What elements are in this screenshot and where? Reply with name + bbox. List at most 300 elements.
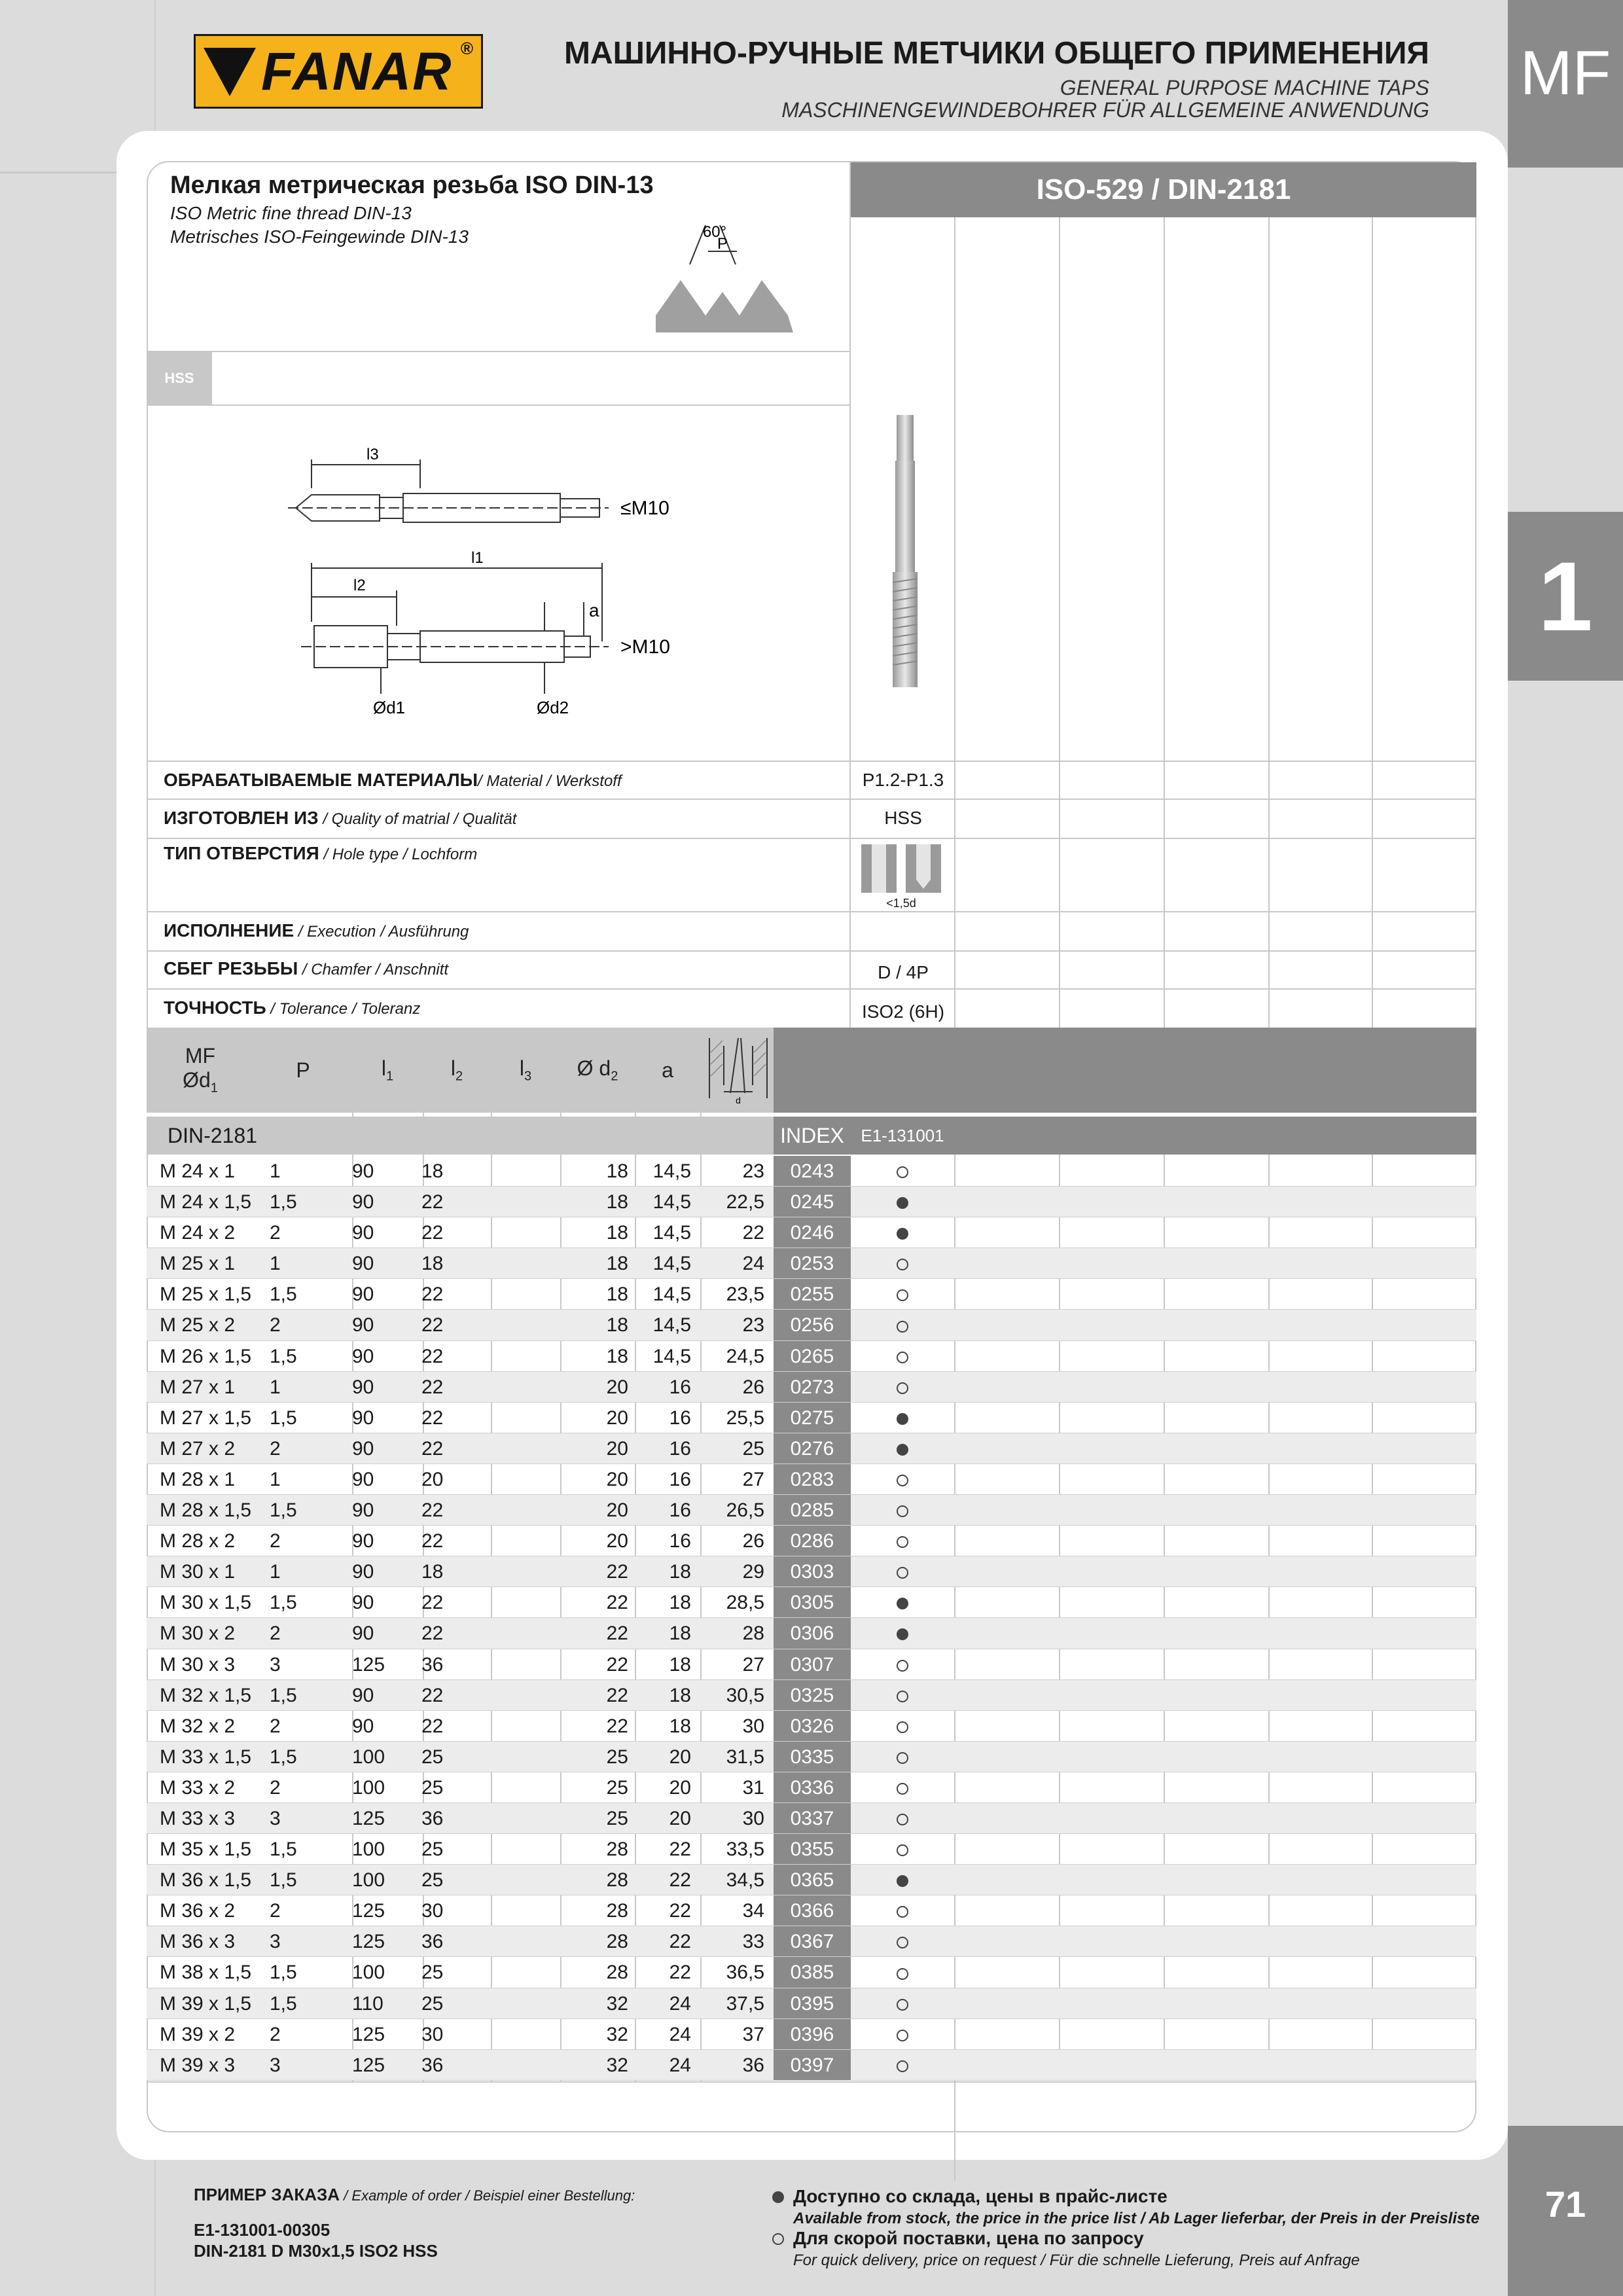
pitch-label: P xyxy=(717,235,728,253)
col-header-l2: $l_2$ xyxy=(450,1056,463,1084)
d2-cell: 22 xyxy=(606,1592,628,1614)
pitch-cell: 3 xyxy=(270,1931,281,1953)
on-request-dot-icon xyxy=(897,1259,908,1270)
on-request-dot-icon xyxy=(897,1660,908,1672)
logo-text: FANAR xyxy=(261,42,453,101)
index-cell: 0275 xyxy=(774,1403,851,1433)
d2-cell: 22 xyxy=(606,1653,628,1676)
l1-cell: 100 xyxy=(352,1839,385,1861)
in-stock-dot-icon xyxy=(897,1197,908,1209)
order-example-label: ПРИМЕР ЗАКАЗА / Example of order / Beispiel einer Bestellung: xyxy=(194,2185,635,2204)
on-request-dot-icon xyxy=(897,1752,908,1764)
in-stock-dot-icon xyxy=(897,1875,908,1887)
thread-size-cell: M 32 x 1,5 xyxy=(160,1684,252,1706)
a-cell: 20 xyxy=(669,1746,691,1768)
availability-cell xyxy=(851,1957,954,1988)
l1-cell: 90 xyxy=(352,1437,374,1460)
empty-header xyxy=(954,1117,1476,1155)
table-row xyxy=(147,1649,1476,1680)
a-cell: 16 xyxy=(669,1530,691,1552)
thread-title-de: Metrisches ISO-Feingewinde DIN-13 xyxy=(170,226,469,247)
availability-cell xyxy=(851,1372,954,1403)
in-stock-dot-icon xyxy=(897,1598,908,1609)
l1-cell: 90 xyxy=(352,1191,374,1213)
index-header: INDEX xyxy=(774,1117,851,1155)
a-cell: 16 xyxy=(669,1407,691,1429)
d2-cell: 22 xyxy=(606,1684,628,1706)
property-value-material: P1.2-P1.3 xyxy=(862,770,944,790)
thread-size-cell: M 30 x 3 xyxy=(160,1653,236,1676)
exit-cell: 27 xyxy=(742,1653,764,1676)
upto-m10-label: ≤M10 xyxy=(620,497,669,519)
exit-cell: 23 xyxy=(742,1314,764,1336)
availability-cell xyxy=(851,1865,954,1895)
index-cell: 0306 xyxy=(774,1618,851,1649)
availability-cell xyxy=(851,1217,954,1248)
l2-cell: 20 xyxy=(421,1468,444,1490)
thread-size-cell: M 36 x 2 xyxy=(160,1900,236,1922)
d2-cell: 20 xyxy=(606,1499,628,1522)
on-request-dot-icon xyxy=(897,2030,908,2041)
d2-cell: 28 xyxy=(606,1962,628,1984)
hole-type-icon xyxy=(859,843,944,894)
on-request-dot-icon xyxy=(897,1321,908,1333)
exit-cell: 25,5 xyxy=(726,1407,764,1429)
index-cell: 0265 xyxy=(774,1341,851,1372)
exit-cell: 36,5 xyxy=(726,1962,764,1984)
l2-cell: 22 xyxy=(421,1222,444,1244)
pitch-cell: 1,5 xyxy=(270,1191,297,1213)
legend-on-request: Для скорой поставки, цена по запросу xyxy=(793,2228,1144,2248)
on-request-dot-icon xyxy=(897,1567,908,1579)
a-cell: 16 xyxy=(669,1468,691,1490)
on-request-dot-icon xyxy=(897,1382,908,1394)
l1-cell: 125 xyxy=(352,1900,385,1922)
in-stock-dot-icon xyxy=(897,1444,908,1456)
table-row xyxy=(147,1156,1476,1187)
on-request-dot-icon xyxy=(897,1166,908,1178)
group-label: DIN-2181 xyxy=(147,1117,849,1155)
on-request-dot-icon xyxy=(897,1814,908,1825)
on-request-dot-icon xyxy=(897,1505,908,1517)
thread-size-cell: M 39 x 2 xyxy=(160,2023,236,2045)
exit-cell: 34 xyxy=(742,1900,764,1922)
a-cell: 22 xyxy=(669,1839,691,1861)
a-cell: 14,5 xyxy=(652,1253,691,1275)
d2-cell: 25 xyxy=(606,1807,628,1829)
a-cell: 18 xyxy=(669,1684,691,1706)
d2-cell: 28 xyxy=(606,1869,628,1892)
l2-label: l2 xyxy=(353,577,366,594)
index-cell: 0335 xyxy=(774,1742,851,1772)
table-row xyxy=(147,1464,1476,1495)
pitch-cell: 3 xyxy=(270,2054,281,2076)
thread-size-cell: M 33 x 1,5 xyxy=(160,1746,252,1768)
exit-cell: 34,5 xyxy=(726,1869,764,1892)
col-header-l3: $l_3$ xyxy=(519,1056,532,1084)
property-value-quality: HSS xyxy=(884,808,922,828)
table-row xyxy=(147,1834,1476,1865)
page-subtitle-de: MASCHINENGEWINDEBOHRER FÜR ALLGEMEINE ANWENDUNG xyxy=(781,98,1429,122)
registered-mark: ® xyxy=(460,39,473,58)
l2-cell: 22 xyxy=(421,1345,444,1367)
index-cell: 0305 xyxy=(774,1587,851,1618)
l2-cell: 30 xyxy=(421,2023,444,2045)
pitch-cell: 1,5 xyxy=(270,1746,297,1768)
pitch-cell: 2 xyxy=(270,1437,281,1460)
page-number: 71 xyxy=(1508,2126,1623,2296)
a-cell: 14,5 xyxy=(652,1314,691,1336)
d2-cell: 18 xyxy=(606,1253,628,1275)
l1-cell: 90 xyxy=(352,1684,374,1706)
exit-cell: 22,5 xyxy=(726,1191,764,1213)
availability-cell xyxy=(851,1556,954,1587)
in-stock-dot-icon xyxy=(897,1413,908,1425)
l1-cell: 90 xyxy=(352,1623,374,1645)
thread-size-cell: M 25 x 2 xyxy=(160,1314,236,1336)
d2-cell: 25 xyxy=(606,1746,628,1768)
index-cell: 0366 xyxy=(774,1895,851,1926)
l3-label: l3 xyxy=(366,446,379,463)
availability-cell xyxy=(851,1526,954,1556)
pitch-cell: 1 xyxy=(270,1160,281,1182)
a-cell: 18 xyxy=(669,1561,691,1583)
d2-cell: 32 xyxy=(606,1992,628,2015)
divider xyxy=(147,950,1476,952)
table-row xyxy=(147,1926,1476,1957)
pitch-cell: 2 xyxy=(270,1623,281,1645)
a-cell: 18 xyxy=(669,1653,691,1676)
index-cell: 0276 xyxy=(774,1433,851,1464)
thread-size-cell: M 30 x 2 xyxy=(160,1623,236,1645)
l2-cell: 22 xyxy=(421,1530,444,1552)
l2-cell: 25 xyxy=(421,1746,444,1768)
exit-cell: 37 xyxy=(742,2023,764,2045)
fanar-logo xyxy=(194,34,483,109)
divider xyxy=(147,351,851,352)
l1-cell: 90 xyxy=(352,1376,374,1398)
l2-cell: 36 xyxy=(421,1931,444,1953)
a-cell: 22 xyxy=(669,1962,691,1984)
l1-cell: 90 xyxy=(352,1407,374,1429)
l1-cell: 110 xyxy=(352,1992,383,2015)
d2-cell: 20 xyxy=(606,1407,628,1429)
d2-cell: 18 xyxy=(606,1314,628,1336)
pitch-cell: 1,5 xyxy=(270,1592,297,1614)
pitch-cell: 2 xyxy=(270,1776,281,1799)
l1-cell: 90 xyxy=(352,1592,374,1614)
l2-cell: 18 xyxy=(421,1160,444,1182)
exit-cell: 23,5 xyxy=(726,1283,764,1306)
thread-size-cell: M 24 x 2 xyxy=(160,1222,236,1244)
a-cell: 14,5 xyxy=(652,1222,691,1244)
on-request-dot-icon xyxy=(897,1352,908,1363)
l1-cell: 90 xyxy=(352,1253,374,1275)
material-tag: HSS xyxy=(147,352,212,404)
a-label: a xyxy=(589,600,599,620)
pitch-cell: 2 xyxy=(270,1900,281,1922)
index-cell: 0385 xyxy=(774,1957,851,1988)
on-request-dot-icon xyxy=(897,1691,908,1702)
table-row xyxy=(147,1556,1476,1587)
table-row xyxy=(147,1187,1476,1217)
a-cell: 22 xyxy=(669,1869,691,1892)
l2-cell: 22 xyxy=(421,1437,444,1460)
table-row xyxy=(147,1957,1476,1988)
thread-size-cell: M 24 x 1 xyxy=(160,1160,236,1182)
index-cell: 0336 xyxy=(774,1772,851,1803)
thread-size-cell: M 26 x 1,5 xyxy=(160,1345,252,1367)
availability-cell xyxy=(851,1988,954,2019)
l2-cell: 22 xyxy=(421,1499,444,1522)
on-request-dot-icon xyxy=(772,2233,784,2245)
thread-size-cell: M 25 x 1 xyxy=(160,1253,236,1275)
l1-cell: 100 xyxy=(352,1869,385,1892)
thread-size-cell: M 38 x 1,5 xyxy=(160,1962,252,1984)
index-cell: 0326 xyxy=(774,1711,851,1742)
index-cell: 0246 xyxy=(774,1217,851,1248)
l1-cell: 100 xyxy=(352,1746,385,1768)
table-row xyxy=(147,1248,1476,1279)
property-label-chamfer: СБЕГ РЕЗЬБЫ / Chamfer / Anschnitt xyxy=(164,958,449,978)
product-code-header: E1-131001 xyxy=(851,1117,954,1155)
availability-cell xyxy=(851,1495,954,1526)
table-bottom xyxy=(147,2081,1476,2083)
row-divider xyxy=(147,2080,1476,2081)
exit-cell: 30 xyxy=(742,1715,764,1737)
thread-size-cell: M 27 x 1,5 xyxy=(160,1407,252,1429)
index-cell: 0397 xyxy=(774,2050,851,2081)
index-cell: 0283 xyxy=(774,1464,851,1495)
page-title: МАШИННО-РУЧНЫЕ МЕТЧИКИ ОБЩЕГО ПРИМЕНЕНИЯ xyxy=(563,36,1429,71)
exit-cell: 26,5 xyxy=(726,1499,764,1522)
a-cell: 18 xyxy=(669,1715,691,1737)
table-row xyxy=(147,1803,1476,1834)
property-label-execution: ИСПОЛНЕНИЕ / Execution / Ausführung xyxy=(164,920,469,941)
l1-cell: 90 xyxy=(352,1314,374,1336)
exit-cell: 28,5 xyxy=(726,1592,764,1614)
thread-size-cell: M 36 x 3 xyxy=(160,1931,236,1953)
table-row xyxy=(147,1341,1476,1372)
pitch-cell: 1,5 xyxy=(270,1992,297,2015)
availability-cell xyxy=(851,1156,954,1187)
table-row xyxy=(147,1988,1476,2019)
property-label-hole-type: ТИП ОТВЕРСТИЯ / Hole type / Lochform xyxy=(164,843,478,863)
availability-cell xyxy=(851,1310,954,1340)
d1-label: Ød1 xyxy=(373,698,406,717)
l1-cell: 90 xyxy=(352,1222,374,1244)
angle-label: 60° xyxy=(702,223,727,241)
d2-cell: 20 xyxy=(606,1468,628,1490)
pitch-cell: 2 xyxy=(270,1530,281,1552)
divider xyxy=(849,162,851,1028)
availability-cell xyxy=(851,2019,954,2050)
hole-type-note: <1,5d xyxy=(886,897,916,910)
l1-cell: 90 xyxy=(352,1345,374,1367)
property-value-chamfer: D / 4P xyxy=(878,962,929,982)
table-row xyxy=(147,1403,1476,1433)
thread-title: Мелкая метрическая резьба ISO DIN-13 xyxy=(170,171,654,199)
exit-cell: 30,5 xyxy=(726,1684,764,1706)
col-header-p: P xyxy=(296,1058,310,1082)
l2-cell: 36 xyxy=(421,1807,444,1829)
thread-size-cell: M 33 x 2 xyxy=(160,1776,236,1799)
l2-cell: 25 xyxy=(421,1869,444,1892)
tap-drawing xyxy=(281,445,753,726)
l2-cell: 22 xyxy=(421,1407,444,1429)
pitch-cell: 3 xyxy=(270,1807,281,1829)
exit-cell: 31 xyxy=(742,1776,764,1799)
table-row xyxy=(147,2050,1476,2081)
pitch-cell: 1 xyxy=(270,1376,281,1398)
pitch-cell: 1,5 xyxy=(270,1962,297,1984)
index-cell: 0365 xyxy=(774,1865,851,1895)
thread-size-cell: M 39 x 3 xyxy=(160,2054,236,2076)
a-cell: 20 xyxy=(669,1807,691,1829)
order-example-code: E1-131001-00305 xyxy=(194,2220,330,2240)
d2-cell: 22 xyxy=(606,1715,628,1737)
d2-cell: 32 xyxy=(606,2054,628,2076)
table-row xyxy=(147,1587,1476,1618)
thread-size-cell: M 27 x 1 xyxy=(160,1376,236,1398)
d2-cell: 28 xyxy=(606,1839,628,1861)
pitch-cell: 2 xyxy=(270,1314,281,1336)
table-row xyxy=(147,1310,1476,1340)
availability-cell xyxy=(851,1279,954,1310)
l2-cell: 22 xyxy=(421,1623,444,1645)
over-m10-label: >M10 xyxy=(620,636,670,658)
l2-cell: 36 xyxy=(421,2054,444,2076)
property-label-material: ОБРАБАТЫВАЕМЫЕ МАТЕРИАЛЫ/ Material / Werkstoff xyxy=(164,770,622,790)
on-request-dot-icon xyxy=(897,2060,908,2072)
table-body xyxy=(147,1156,1476,2081)
l1-cell: 125 xyxy=(352,1653,385,1676)
table-row xyxy=(147,2019,1476,2050)
on-request-dot-icon xyxy=(897,1475,908,1486)
on-request-dot-icon xyxy=(897,1906,908,1918)
property-label-quality: ИЗГОТОВЛЕН ИЗ / Quality of matrial / Qualität xyxy=(164,808,517,828)
a-cell: 24 xyxy=(669,2023,691,2045)
availability-cell xyxy=(851,1187,954,1217)
l1-cell: 90 xyxy=(352,1530,374,1552)
availability-cell xyxy=(851,1587,954,1618)
l2-cell: 22 xyxy=(421,1684,444,1706)
d2-cell: 18 xyxy=(606,1191,628,1213)
pitch-cell: 3 xyxy=(270,1653,281,1676)
l2-cell: 18 xyxy=(421,1253,444,1275)
a-cell: 20 xyxy=(669,1776,691,1799)
index-cell: 0253 xyxy=(774,1248,851,1279)
l2-cell: 22 xyxy=(421,1592,444,1614)
index-cell: 0325 xyxy=(774,1680,851,1711)
availability-cell xyxy=(851,1926,954,1957)
availability-cell xyxy=(851,1680,954,1711)
tap-image xyxy=(882,412,928,694)
d2-label: Ød2 xyxy=(537,698,569,717)
table-row xyxy=(147,1279,1476,1310)
a-cell: 18 xyxy=(669,1592,691,1614)
in-stock-dot-icon xyxy=(897,1628,908,1640)
in-stock-dot-icon xyxy=(897,1228,908,1240)
a-cell: 14,5 xyxy=(652,1191,691,1213)
index-cell: 0395 xyxy=(774,1988,851,2019)
exit-cell: 36 xyxy=(742,2054,764,2076)
l1-cell: 90 xyxy=(352,1561,374,1583)
exit-cell: 25 xyxy=(742,1437,764,1460)
index-cell: 0255 xyxy=(774,1279,851,1310)
divider xyxy=(147,988,1476,990)
availability-cell xyxy=(851,1834,954,1865)
pitch-cell: 1 xyxy=(270,1468,281,1490)
l1-cell: 90 xyxy=(352,1283,374,1306)
d2-cell: 20 xyxy=(606,1376,628,1398)
l1-cell: 125 xyxy=(352,1931,385,1953)
exit-cell: 29 xyxy=(742,1561,764,1583)
availability-cell xyxy=(851,1711,954,1742)
index-cell: 0273 xyxy=(774,1372,851,1403)
col-header-mf: MF $Ød_1$ xyxy=(183,1044,218,1096)
pitch-cell: 2 xyxy=(270,2023,281,2045)
pitch-cell: 1,5 xyxy=(270,1499,297,1522)
exit-d-label: d xyxy=(736,1095,741,1105)
legend-on-request-alt: For quick delivery, price on request / Für die schnelle Lieferung, Preis auf Anfrage xyxy=(793,2251,1360,2269)
on-request-dot-icon xyxy=(897,1721,908,1733)
l2-cell: 22 xyxy=(421,1715,444,1737)
exit-cell: 30 xyxy=(742,1807,764,1829)
availability-cell xyxy=(851,1403,954,1433)
page-subtitle-en: GENERAL PURPOSE MACHINE TAPS xyxy=(1060,76,1429,99)
table-row xyxy=(147,1711,1476,1742)
table-row xyxy=(147,1680,1476,1711)
divider xyxy=(147,404,851,406)
d2-cell: 18 xyxy=(606,1283,628,1306)
table-row xyxy=(147,1742,1476,1772)
in-stock-dot-icon xyxy=(772,2191,784,2203)
divider xyxy=(147,838,1476,839)
table-header-dark xyxy=(851,1028,1476,1113)
a-cell: 22 xyxy=(669,1931,691,1953)
l1-cell: 125 xyxy=(352,2054,385,2076)
pitch-cell: 1 xyxy=(270,1561,281,1583)
index-cell: 0256 xyxy=(774,1310,851,1340)
l1-label: l1 xyxy=(471,549,484,567)
side-divider xyxy=(0,171,116,173)
thread-size-cell: M 30 x 1 xyxy=(160,1561,236,1583)
l1-cell: 100 xyxy=(352,1962,385,1984)
l2-cell: 22 xyxy=(421,1191,444,1213)
a-cell: 16 xyxy=(669,1376,691,1398)
d2-cell: 25 xyxy=(606,1776,628,1799)
index-cell: 0245 xyxy=(774,1187,851,1217)
index-cell: 0307 xyxy=(774,1649,851,1680)
d2-cell: 18 xyxy=(606,1222,628,1244)
a-cell: 18 xyxy=(669,1623,691,1645)
table-row xyxy=(147,1495,1476,1526)
pitch-cell: 1,5 xyxy=(270,1345,297,1367)
section-tab: 1 xyxy=(1508,512,1623,681)
l2-cell: 22 xyxy=(421,1283,444,1306)
index-cell: 0286 xyxy=(774,1526,851,1556)
property-label-tolerance: ТОЧНОСТЬ / Tolerance / Toleranz xyxy=(164,997,421,1018)
d2-cell: 28 xyxy=(606,1931,628,1953)
table-row xyxy=(147,1895,1476,1926)
availability-cell xyxy=(851,2050,954,2081)
index-cell: 0337 xyxy=(774,1803,851,1834)
l2-cell: 36 xyxy=(421,1653,444,1676)
thread-size-cell: M 32 x 2 xyxy=(160,1715,236,1737)
index-cell: 0243 xyxy=(774,1156,851,1187)
d2-cell: 18 xyxy=(606,1160,628,1182)
